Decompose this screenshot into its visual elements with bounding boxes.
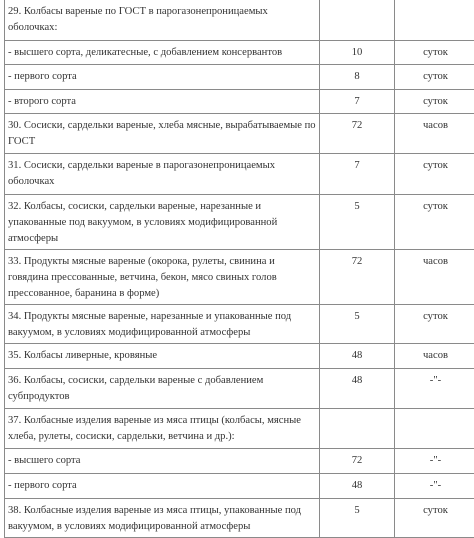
product-name-cell: 33. Продукты мясные вареные (окорока, рулеты, свинина и говядина прессованные, ветчина, бекон, мясо свиных голов прессованное, баранина в форме) bbox=[5, 250, 320, 305]
unit-cell bbox=[395, 0, 474, 41]
table-row bbox=[5, 449, 474, 474]
product-name-cell: 38. Колбасные изделия вареные из мяса птицы, упакованные под вакуумом, в условиях модифицированной атмосферы bbox=[5, 499, 320, 538]
value-cell: 48 bbox=[320, 369, 395, 409]
product-name-cell: 35. Колбасы ливерные, кровяные bbox=[5, 344, 320, 369]
value-cell bbox=[320, 0, 395, 41]
shelf-life-table bbox=[4, 0, 474, 538]
unit-cell: суток bbox=[395, 65, 474, 90]
table-row bbox=[5, 409, 474, 449]
value-cell: 5 bbox=[320, 499, 395, 538]
value-cell: 72 bbox=[320, 449, 395, 474]
table-row bbox=[5, 499, 474, 538]
table-row bbox=[5, 90, 474, 114]
product-name-cell: 32. Колбасы, сосиски, сардельки вареные, нарезанные и упакованные под вакуумом, в условиях модифицированной атмосферы bbox=[5, 195, 320, 250]
product-name-cell: - первого сорта bbox=[5, 474, 320, 499]
product-name-cell: 29. Колбасы вареные по ГОСТ в парогазонепроницаемых оболочках: bbox=[5, 0, 320, 41]
value-cell bbox=[320, 409, 395, 449]
unit-cell: суток bbox=[395, 499, 474, 538]
product-name-cell: - высшего сорта bbox=[5, 449, 320, 474]
table-row bbox=[5, 474, 474, 499]
product-name-cell: - второго сорта bbox=[5, 90, 320, 114]
product-name-cell: 36. Колбасы, сосиски, сардельки вареные с добавлением субпродуктов bbox=[5, 369, 320, 409]
table-row bbox=[5, 250, 474, 305]
product-name-cell: - высшего сорта, деликатесные, с добавлением консервантов bbox=[5, 41, 320, 65]
value-cell: 8 bbox=[320, 65, 395, 90]
unit-cell: суток bbox=[395, 305, 474, 344]
unit-cell: суток bbox=[395, 90, 474, 114]
table-row bbox=[5, 0, 474, 41]
unit-cell: -"- bbox=[395, 369, 474, 409]
value-cell: 48 bbox=[320, 474, 395, 499]
product-name-cell: 37. Колбасные изделия вареные из мяса птицы (колбасы, мясные хлеба, рулеты, сосиски, сардельки, ветчина и др.): bbox=[5, 409, 320, 449]
table-row bbox=[5, 369, 474, 409]
value-cell: 7 bbox=[320, 154, 395, 195]
product-name-cell: 31. Сосиски, сардельки вареные в парогазонепроницаемых оболочках bbox=[5, 154, 320, 195]
value-cell: 10 bbox=[320, 41, 395, 65]
table-row bbox=[5, 154, 474, 195]
unit-cell bbox=[395, 409, 474, 449]
product-name-cell: 30. Сосиски, сардельки вареные, хлеба мясные, вырабатываемые по ГОСТ bbox=[5, 114, 320, 154]
unit-cell: суток bbox=[395, 195, 474, 250]
unit-cell: часов bbox=[395, 114, 474, 154]
value-cell: 7 bbox=[320, 90, 395, 114]
table-row bbox=[5, 305, 474, 344]
table-row bbox=[5, 65, 474, 90]
unit-cell: суток bbox=[395, 154, 474, 195]
unit-cell: суток bbox=[395, 41, 474, 65]
table-row bbox=[5, 114, 474, 154]
table-row bbox=[5, 41, 474, 65]
unit-cell: часов bbox=[395, 344, 474, 369]
product-name-cell: 34. Продукты мясные вареные, нарезанные и упакованные под вакуумом, в условиях модифицированной атмосферы bbox=[5, 305, 320, 344]
table-row bbox=[5, 195, 474, 250]
value-cell: 5 bbox=[320, 305, 395, 344]
product-name-cell: - первого сорта bbox=[5, 65, 320, 90]
value-cell: 5 bbox=[320, 195, 395, 250]
unit-cell: -"- bbox=[395, 474, 474, 499]
unit-cell: часов bbox=[395, 250, 474, 305]
value-cell: 72 bbox=[320, 250, 395, 305]
unit-cell: -"- bbox=[395, 449, 474, 474]
table-row bbox=[5, 344, 474, 369]
value-cell: 72 bbox=[320, 114, 395, 154]
value-cell: 48 bbox=[320, 344, 395, 369]
